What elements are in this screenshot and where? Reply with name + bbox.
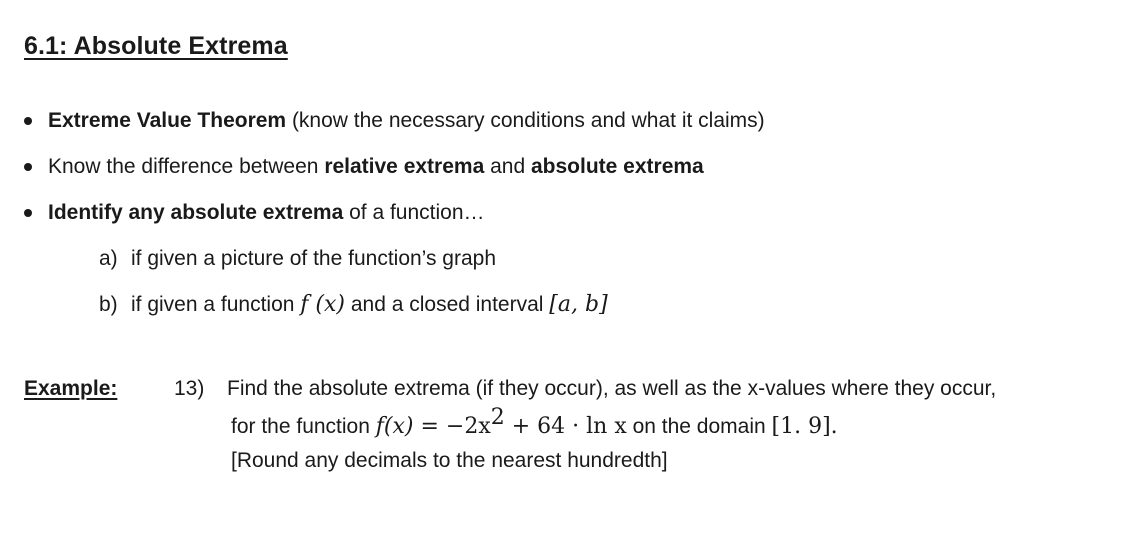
problem-number: 13) (174, 377, 205, 400)
bullet-item-identify (24, 198, 1104, 244)
subitem-text: if given a function (131, 293, 301, 316)
bullet-list (24, 106, 1104, 336)
problem-text: for the function (231, 415, 376, 438)
problem-line-2 (231, 405, 838, 442)
bullet-dot-icon (24, 117, 32, 125)
math-domain: [1. 9]. (771, 414, 838, 439)
math-exponent: 2 (490, 405, 505, 430)
subitem-a (24, 244, 1104, 290)
subitem-text: and a closed interval (345, 293, 550, 316)
problem-text: on the domain (626, 415, 772, 438)
bullet-item-evt (24, 106, 1104, 152)
bullet-text: Know the difference between (48, 155, 325, 178)
bullet-bold-text: Extreme Value Theorem (48, 109, 287, 132)
bullet-dot-icon (24, 163, 32, 171)
problem-line-3: [Round any decimals to the nearest hundredth] (231, 449, 668, 472)
subitem-b (24, 290, 1104, 336)
math-fx: f (x) (300, 292, 345, 317)
problem-line-1: Find the absolute extrema (if they occur), as well as the x-values where they occur, (227, 377, 997, 400)
math-function: f(x) (375, 414, 414, 439)
bullet-dot-icon (24, 209, 32, 217)
math-interval: [a, b] (549, 292, 608, 317)
subitem-marker: b) (99, 293, 118, 316)
bullet-text: and (484, 155, 531, 178)
bullet-bold-text: absolute extrema (530, 155, 704, 178)
bullet-bold-text: relative extrema (324, 155, 485, 178)
bullet-bold-text: Identify any absolute extrema (48, 201, 344, 224)
subitem-text: if given a picture of the function’s graph (131, 247, 497, 270)
subitem-marker: a) (99, 247, 118, 270)
bullet-text: (know the necessary conditions and what it claims) (286, 109, 765, 132)
bullet-item-difference (24, 152, 1104, 198)
section-heading: 6.1: Absolute Extrema (24, 32, 288, 60)
example-label: Example: (24, 377, 118, 400)
math-equation: = −2x (413, 414, 491, 439)
bullet-text: of a function… (343, 201, 485, 224)
math-equation-rest: + 64 · ln x (504, 414, 627, 439)
